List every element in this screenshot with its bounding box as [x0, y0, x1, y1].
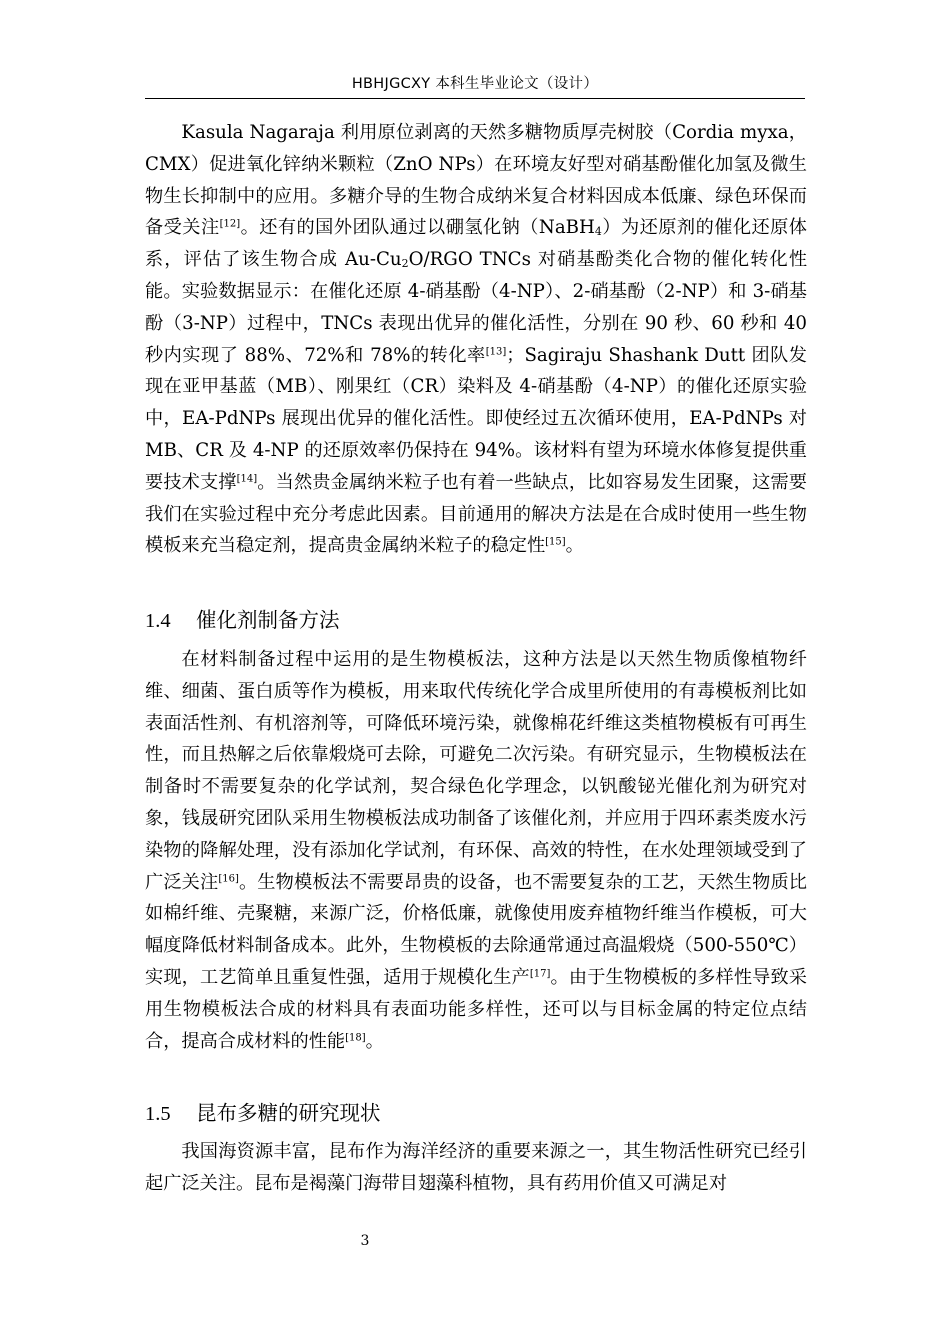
text-run: Kasula Nagaraja 利用原位剥离的天然多糖物质厚壳树胶（Cordia myxa，CMX）促进氧化锌纳米颗粒（ZnO NPs）在环境友好型对硝基酚催化加氢及微生物生长抑制中的应用。多糖介导的生物合成纳米复合材料因成本低廉、绿色环保而备受关注	[145, 122, 807, 239]
citation-17: [17]	[529, 968, 551, 980]
text-run: 我国海资源丰富，昆布作为海洋经济的重要来源之一，其生物活性研究已经引起广泛关注。昆布是褐藻门海带目翅藻科植物，具有药用价值又可满足对	[145, 1141, 807, 1194]
subscript: 2	[401, 257, 409, 271]
subscript: 4	[594, 225, 602, 239]
text-run: 。当然贵金属纳米粒子也有着一些缺点，比如容易发生团聚，这需要我们在实验过程中充分考虑此因素。目前通用的解决方法是在合成时使用一些生物模板来充当稳定剂，提高贵金属纳米粒子的稳定性	[145, 471, 807, 557]
section-heading-1-5	[145, 1096, 381, 1126]
citation-12: [12]	[219, 218, 241, 230]
citation-15: [15]	[545, 536, 566, 548]
citation-14: [14]	[236, 473, 258, 485]
text-run: 在材料制备过程中运用的是生物模板法，这种方法是以天然生物质像植物纤维、细菌、蛋白质等作为模板，用来取代传统化学合成里所使用的有毒模板剂比如表面活性剂、有机溶剂等，可降低环境污染，就像棉花纤维这类植物模板有可再生性，而且热解之后依靠煅烧可去除，可避免二次污染。有研究显示，生物模板法在制备时不需要复杂的化学试剂，契合绿色化学理念，以钒酸铋光催化剂为研究对象，钱晟研究团队采用生物模板法成功制备了该催化剂，并应用于四环素类废水污染物的降解处理，没有添加化学试剂，有环保、高效的特性，在水处理领域受到了广泛关注	[145, 649, 807, 893]
section-number: 1.5	[145, 1103, 171, 1125]
text-run: ；Sagiraju Shashank Dutt 团队发现在亚甲基蓝（MB）、刚果红（CR）染料及 4-硝基酚（4-NP）的催化还原实验中，EA-PdNPs 展现出优异的催化活性。即使经过五次循环使用，EA-PdNPs 对 MB、CR 及 4-NP 的还原效率仍保持在 94%。该材料有望为环境水体修复提供重要技术支撑	[145, 344, 807, 493]
text-run: O/RGO TNCs 对硝基酚类化合物的催化转化性能。实验数据显示：在催化还原 4-硝基酚（4-NP）、2-硝基酚（2-NP）和 3-硝基酚（3-NP）过程中，TNCs 表现出优异的催化活性，分别在 90 秒、60 秒和 40 秒内实现了 88%、72%和 78%的转化率	[145, 249, 808, 366]
running-header: HBHJGCXY 本科生毕业论文（设计）	[351, 76, 599, 92]
citation-18: [18]	[345, 1032, 366, 1044]
body-paragraph-2	[145, 644, 807, 1057]
section-heading-1-4	[145, 603, 340, 633]
section-number: 1.4	[145, 610, 171, 632]
text-run: 。	[565, 535, 584, 557]
body-paragraph-1	[145, 117, 807, 562]
section-title: 催化剂制备方法	[196, 608, 340, 632]
body-paragraph-3	[145, 1136, 807, 1200]
citation-16: [16]	[218, 873, 239, 885]
text-run: 。由于生物模板的多样性导致采用生物模板法合成的材料具有表面功能多样性，还可以与目标金属的特定位点结合，提高合成材料的性能	[145, 966, 807, 1052]
citation-13: [13]	[485, 346, 507, 358]
text-run: 。还有的国外团队通过以硼氢化钠（NaBH	[240, 217, 595, 239]
text-run: 。	[365, 1030, 384, 1052]
text-run: 。生物模板法不需要昂贵的设备，也不需要复杂的工艺，天然生物质比如棉纤维、壳聚糖，来源广泛，价格低廉，就像使用废弃植物纤维当作模板，可大幅度降低材料制备成本。此外，生物模板的去除通常通过高温煅烧（500-550℃）实现，工艺简单且重复性强，适用于规模化生产	[145, 871, 807, 988]
section-title: 昆布多糖的研究现状	[196, 1101, 381, 1125]
text-run: ）为还原剂的催化还原体系，评估了该生物合成 Au-Cu	[145, 217, 807, 271]
header-divider	[145, 98, 805, 99]
page-number: 3	[360, 1233, 370, 1249]
